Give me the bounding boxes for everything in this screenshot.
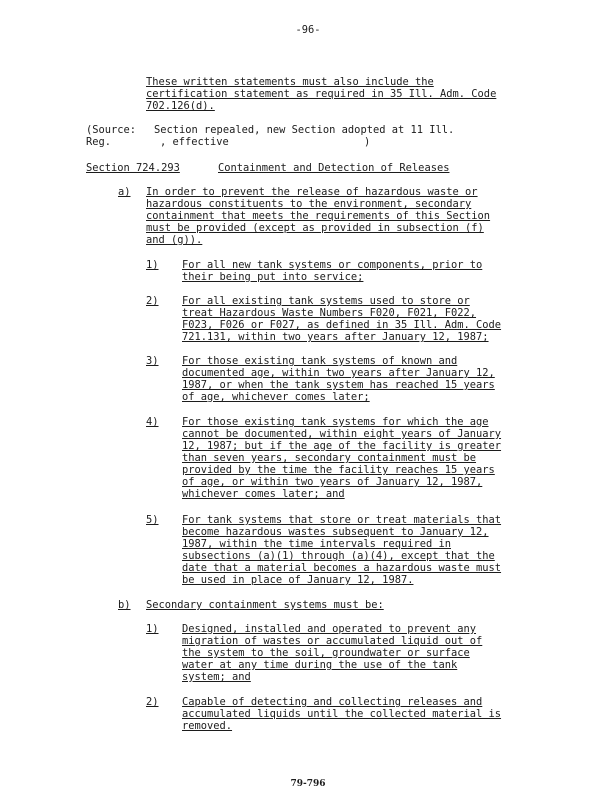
text-line: migration of wastes or accumulated liquid out of <box>182 635 483 647</box>
text-line: certification statement as required in 35 Ill. Adm. Code <box>146 88 497 100</box>
text-line: cannot be documented, within eight years of January <box>182 428 502 440</box>
item-a1-label: 1) <box>146 259 159 271</box>
item-a5-text <box>182 514 501 586</box>
text-line: 12, 1987; but if the age of the facility is greater <box>182 440 502 452</box>
section-number: Section 724.293 <box>86 162 180 174</box>
text-line: 721.131, within two years after January 12, 1987; <box>182 331 489 343</box>
text-line: water at any time during the use of the tank <box>182 659 458 671</box>
source-close-paren: ) <box>364 136 371 148</box>
source-reg: Reg. <box>86 136 112 148</box>
subsection-a-text <box>146 186 490 246</box>
subsection-a-label: a) <box>118 186 131 198</box>
item-b2-label: 2) <box>146 696 159 708</box>
text-line: become hazardous wastes subsequent to January 12, <box>182 526 489 538</box>
text-line: provided by the time the facility reaches 15 years <box>182 464 495 476</box>
item-a5-label: 5) <box>146 514 159 526</box>
text-line: of age, whichever comes later; <box>182 391 370 403</box>
text-line: For all new tank systems or components, prior to <box>182 259 483 271</box>
text-line: than seven years, secondary containment must be <box>182 452 477 464</box>
item-a3-label: 3) <box>146 355 159 367</box>
text-line: F023, F026 or F027, as defined in 35 Ill. Adm. Code <box>182 319 502 331</box>
text-line: For all existing tank systems used to store or <box>182 295 470 307</box>
text-line: accumulated liquids until the collected material is <box>182 708 502 720</box>
source-line-1: Section repealed, new Section adopted at 11 Ill. <box>154 124 455 136</box>
text-line: 1987, within the time intervals required in <box>182 538 451 550</box>
item-a4-text <box>182 416 501 500</box>
section-title: Containment and Detection of Releases <box>218 162 450 174</box>
text-line: These written statements must also include the <box>146 76 434 88</box>
text-line: For those existing tank systems for which the age <box>182 416 489 428</box>
text-line: In order to prevent the release of hazardous waste or <box>146 186 478 198</box>
text-line: Secondary containment systems must be: <box>146 599 384 611</box>
text-line: system; and <box>182 671 251 683</box>
source-effective: , effective <box>160 136 229 148</box>
text-line: and (g)). <box>146 234 203 246</box>
text-line: whichever comes later; and <box>182 488 345 500</box>
subsection-b-text <box>146 599 384 611</box>
text-line: hazardous constituents to the environment, secondary <box>146 198 472 210</box>
text-line: their being put into service; <box>182 271 364 283</box>
text-line: 1987, or when the tank system has reached 15 years <box>182 379 495 391</box>
item-b2-text <box>182 696 501 732</box>
item-a2-label: 2) <box>146 295 159 307</box>
subsection-b-label: b) <box>118 599 131 611</box>
text-line: of age, or within two years of January 12, 1987, <box>182 476 483 488</box>
text-line: subsections (a)(1) through (a)(4), except that the <box>182 550 495 562</box>
text-line: For those existing tank systems of known and <box>182 355 458 367</box>
text-line: For tank systems that store or treat materials that <box>182 514 502 526</box>
footer-page-code: 79-796 <box>290 779 326 789</box>
source-label: (Source: <box>86 124 137 136</box>
text-line: the system to the soil, groundwater or surface <box>182 647 470 659</box>
item-b1-text <box>182 623 482 683</box>
text-line: must be provided (except as provided in subsection (f) <box>146 222 484 234</box>
text-line: 702.126(d). <box>146 100 215 112</box>
text-line: date that a material becomes a hazardous waste must <box>182 562 502 574</box>
text-line: removed. <box>182 720 233 732</box>
text-line: be used in place of January 12, 1987. <box>182 574 414 586</box>
text-line: containment that meets the requirements of this Section <box>146 210 491 222</box>
item-a3-text <box>182 355 495 403</box>
text-line: treat Hazardous Waste Numbers F020, F021, F022, <box>182 307 477 319</box>
item-a4-label: 4) <box>146 416 159 428</box>
item-a2-text <box>182 295 501 343</box>
text-line: Capable of detecting and collecting releases and <box>182 696 483 708</box>
item-a1-text <box>182 259 482 283</box>
page-number: -96- <box>295 24 321 36</box>
item-b1-label: 1) <box>146 623 159 635</box>
text-line: documented age, within two years after January 12, <box>182 367 495 379</box>
certification-paragraph <box>146 76 496 112</box>
text-line: Designed, installed and operated to prevent any <box>182 623 477 635</box>
